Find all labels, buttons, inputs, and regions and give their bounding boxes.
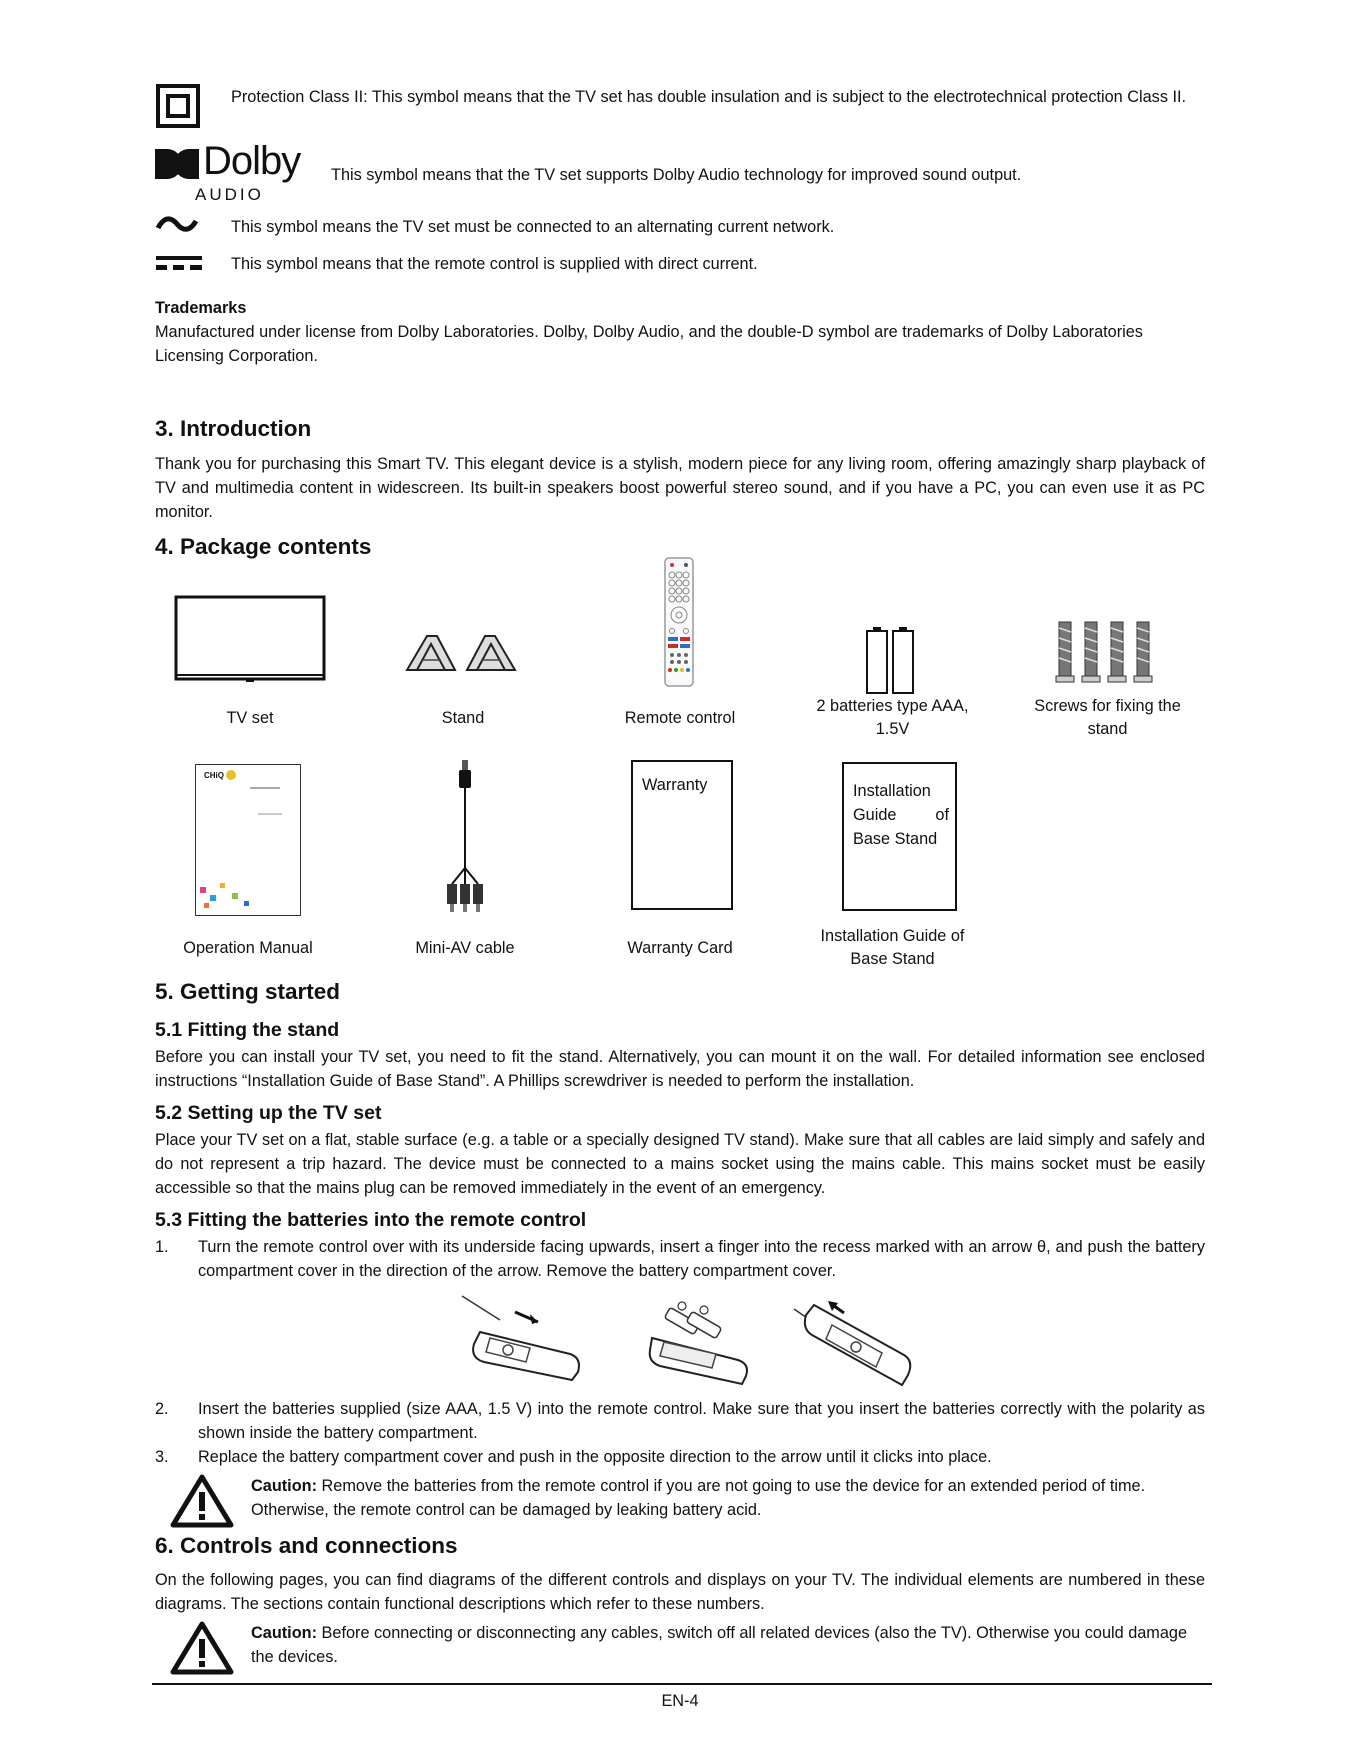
mini-av-cable-image: [440, 758, 490, 916]
caution-cables-text: [251, 1621, 1205, 1669]
section-5-2-heading: 5.2 Setting up the TV set: [155, 1102, 382, 1124]
manual-title-line: [250, 787, 280, 789]
introduction-text: Thank you for purchasing this Smart TV. This elegant device is a stylish, modern piece for any living room, offering amazingly sharp playback of TV and multimedia content in widescreen. Its built-in speakers boost powerful stereo sound, and if you have a PC, you can even use it as PC monitor.: [155, 455, 1205, 521]
trademarks-heading: Trademarks: [155, 299, 247, 317]
section-5-1-heading: 5.1 Fitting the stand: [155, 1019, 340, 1041]
caution-battery-text: [251, 1474, 1205, 1522]
ac-icon: [155, 215, 199, 235]
remote-control-image: [664, 557, 694, 687]
manual-subtitle-line: [258, 813, 282, 815]
dolby-logo: [155, 139, 315, 205]
package-item-label: Operation Manual: [183, 939, 313, 957]
footer-rule: [152, 1683, 1212, 1685]
warranty-card-image: [631, 760, 733, 910]
manual-decoration: [220, 883, 225, 888]
dolby-text: This symbol means that the TV set supports Dolby Audio technology for improved sound output.: [331, 166, 1022, 184]
step-text: Turn the remote control over with its underside facing upwards, insert a finger into the recess marked with an arrow θ, and push the battery compartment cover in the direction of the arrow. Remove the battery compartment cover.: [198, 1238, 1205, 1280]
caution-warning-icon: [170, 1621, 234, 1675]
section-5-1-text: Before you can install your TV set, you need to fit the stand. Alternatively, you can mount it on the wall. For detailed information see enclosed instructions “Installation Guide of Base Stand”. A Phillips screwdriver is needed to perform the installation.: [155, 1048, 1205, 1090]
dc-text: This symbol means that the remote control is supplied with direct current.: [231, 255, 758, 273]
package-item-label: Warranty Card: [627, 939, 733, 957]
package-item-label: Mini-AV cable: [415, 939, 515, 957]
installation-guide-line: Installation: [853, 782, 931, 800]
step-number: 3.: [155, 1448, 169, 1466]
manual-decoration: [210, 895, 216, 901]
installation-guide-line: Guide of: [853, 806, 949, 824]
getting-started-heading: 5. Getting started: [155, 979, 341, 1004]
caution-warning-icon: [170, 1474, 234, 1528]
introduction-heading: 3. Introduction: [155, 416, 312, 441]
warranty-card-title: Warranty: [642, 776, 708, 794]
caution-label: Caution:: [251, 1477, 318, 1495]
step-number: 2.: [155, 1400, 169, 1418]
package-item-label: Installation Guide of Base Stand: [820, 927, 965, 968]
package-heading: 4. Package contents: [155, 534, 372, 559]
package-item-label: TV set: [226, 709, 274, 727]
protection-class-icon: [156, 84, 200, 128]
dolby-double-d-icon: [155, 147, 201, 181]
dolby-logo-word: Dolby: [203, 139, 301, 183]
step-number: 1.: [155, 1238, 169, 1256]
controls-heading: 6. Controls and connections: [155, 1533, 458, 1558]
manual-decoration: [204, 903, 209, 908]
protection-class-text: Protection Class II: This symbol means that the TV set has double insulation and is subject to the electrotechnical protection Class II.: [231, 88, 1187, 106]
dc-icon: [155, 253, 203, 273]
ac-text: This symbol means the TV set must be connected to an alternating current network.: [231, 218, 835, 236]
manual-decoration: [244, 901, 249, 906]
manual-emblem-icon: [226, 770, 236, 780]
dolby-logo-sub: AUDIO: [195, 185, 264, 204]
manual-decoration: [200, 887, 206, 893]
package-item-label: 2 batteries type AAA, 1.5V: [816, 697, 969, 738]
installation-guide-image: [842, 762, 957, 911]
operation-manual-image: [195, 764, 301, 916]
screws-image: [1055, 620, 1159, 688]
caution-label: Caution:: [251, 1624, 318, 1642]
installation-guide-line: Base Stand: [853, 830, 938, 848]
step-text: Insert the batteries supplied (size AAA, 1.5 V) into the remote control. Make sure that you insert the batteries correctly with the polarity as shown inside the battery compartment.: [198, 1400, 1205, 1442]
package-item-label: Screws for fixing the stand: [1034, 697, 1181, 738]
tv-set-image: [174, 595, 326, 685]
batteries-image: [865, 625, 917, 695]
caution-message: Before connecting or disconnecting any cables, switch off all related devices (also the TV). Otherwise you could damage the devices.: [251, 1624, 1188, 1666]
battery-cover-removal-image: [460, 1292, 590, 1384]
stand-image: [405, 630, 517, 674]
section-5-2-text: Place your TV set on a flat, stable surface (e.g. a table or a specially designed TV stand). Make sure that all cables are laid simply and safely and do not represent a trip hazard. The device must be connected to a mains socket using the mains cable. This mains socket must be easily accessible so that the mains plug can be removed immediately in the event of an emergency.: [155, 1131, 1205, 1197]
package-item-label: Remote control: [624, 709, 736, 727]
battery-cover-replace-image: [792, 1295, 917, 1391]
battery-insert-image: [646, 1298, 756, 1388]
caution-message: Remove the batteries from the remote control if you are not going to use the device for an extended period of time. Otherwise, the remote control can be damaged by leaking battery acid.: [251, 1477, 1146, 1519]
trademarks-text: Manufactured under license from Dolby Laboratories. Dolby, Dolby Audio, and the double-D symbol are trademarks of Dolby Laboratories Licensing Corporation.: [155, 323, 1143, 365]
page-number: EN-4: [661, 1692, 699, 1710]
package-item-label: Stand: [441, 709, 485, 727]
manual-decoration: [232, 893, 238, 899]
manual-brand-logo: CHiQ: [204, 771, 224, 780]
step-text: Replace the battery compartment cover and push in the opposite direction to the arrow until it clicks into place.: [198, 1448, 992, 1466]
controls-text: On the following pages, you can find diagrams of the different controls and displays on your TV. The individual elements are numbered in these diagrams. The sections contain functional descriptions which refer to these numbers.: [155, 1571, 1205, 1613]
section-5-3-heading: 5.3 Fitting the batteries into the remote control: [155, 1209, 587, 1231]
